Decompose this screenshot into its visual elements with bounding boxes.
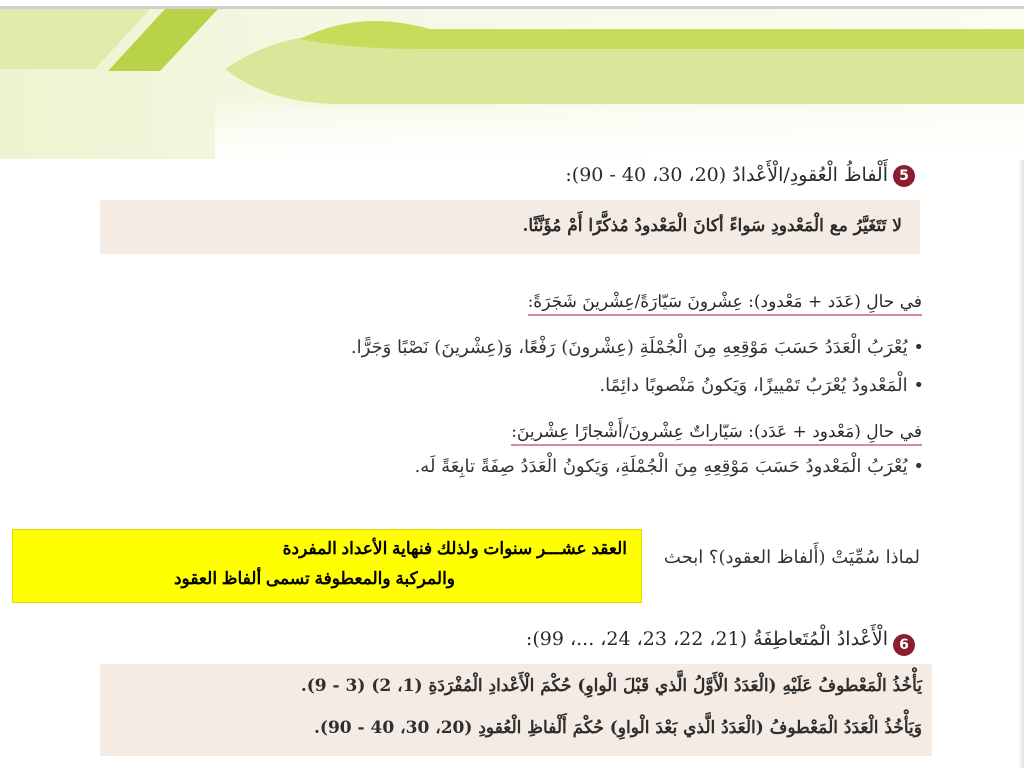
case-1-bullet-2: [599, 375, 924, 396]
banner-graphic: [0, 9, 1024, 159]
case-1-title: في حالِ (عَدَد + مَعْدود): عِشْرونَ سَيّارَةً/عِشْرينَ شَجَرَةً:: [528, 292, 922, 316]
section-5-heading: أَلْفاظُ الْعُقودِ/الْأَعْدادُ (20، 30، 40 - 90):: [565, 164, 888, 186]
question-text: لماذا سُمِّيَتْ (أَلفاظ العقود)؟ ابحث: [663, 547, 920, 568]
answer-highlight-box: [12, 529, 642, 603]
rule-box-6: [100, 664, 932, 756]
case-2-bullet-1-text: يُعْرَبُ الْمَعْدودُ حَسَبَ مَوْقِعِهِ مِنَ الْجُمْلَةِ، وَيَكونُ الْعَدَدُ صِفَةً تابِعَةً لَه.: [414, 456, 908, 477]
bullet-dot-icon: •: [913, 375, 924, 396]
section-6-line-2: وَيَأْخُذُ الْعَدَدُ الْمَعْطوفُ (الْعَدَدُ الَّذي بَعْدَ الْواوِ) حُكْمَ أَلْفاظِ الْعُقودِ (20، 30، 40 - 90).: [314, 718, 922, 738]
bullet-dot-icon: •: [913, 337, 924, 358]
decorative-banner: [0, 9, 1024, 159]
case-1-bullet-1-text: يُعْرَبُ الْعَدَدُ حَسَبَ مَوْقِعِهِ مِنَ الْجُمْلَةِ (عِشْرونَ) رَفْعًا، وَ(عِشْرينَ) نَصْبًا وَجَرًّا.: [350, 337, 908, 358]
section-5-number: 5: [893, 165, 915, 187]
page-edge-shadow: [1018, 160, 1024, 768]
rule-text: لا تَتَغَيَّرُ مع الْمَعْدودِ سَواءً أكانَ الْمَعْدودُ مُذكَّرًا أَمْ مُؤَنَّثًا.: [522, 216, 902, 236]
answer-line-2: والمركبة والمعطوفة تسمى ألفاظ العقود: [173, 569, 455, 588]
section-6-number: 6: [893, 634, 915, 656]
section-6-line-1: يَأْخُذُ الْمَعْطوفُ عَلَيْهِ (الْعَدَدُ الْأَوَّلُ الَّذي قَبْلَ الْواوِ) حُكْمَ الْأَعْدادِ الْمُفْرَدَةِ (1، 2) (3 - 9).: [300, 676, 922, 696]
answer-line-1: العقد عشـــر سنوات ولذلك فنهاية الأعداد المفردة: [282, 539, 627, 558]
bullet-dot-icon: •: [913, 456, 924, 477]
rule-box: [100, 200, 920, 254]
case-2-bullet-1: [415, 456, 924, 477]
case-2-title: في حالِ (مَعْدود + عَدَد): سَيّاراتٌ عِشْرونَ/أَشْجارًا عِشْرينَ:: [511, 422, 922, 446]
case-1-bullet-2-text: الْمَعْدودُ يُعْرَبُ تَمْييزًا، وَيَكونُ مَنْصوبًا دائِمًا.: [599, 375, 908, 396]
case-1-bullet-1: [351, 337, 924, 358]
section-6-heading: الْأَعْدادُ الْمُتَعاطِفَةُ (21، 22، 23، 24، ...، 99):: [525, 628, 888, 650]
